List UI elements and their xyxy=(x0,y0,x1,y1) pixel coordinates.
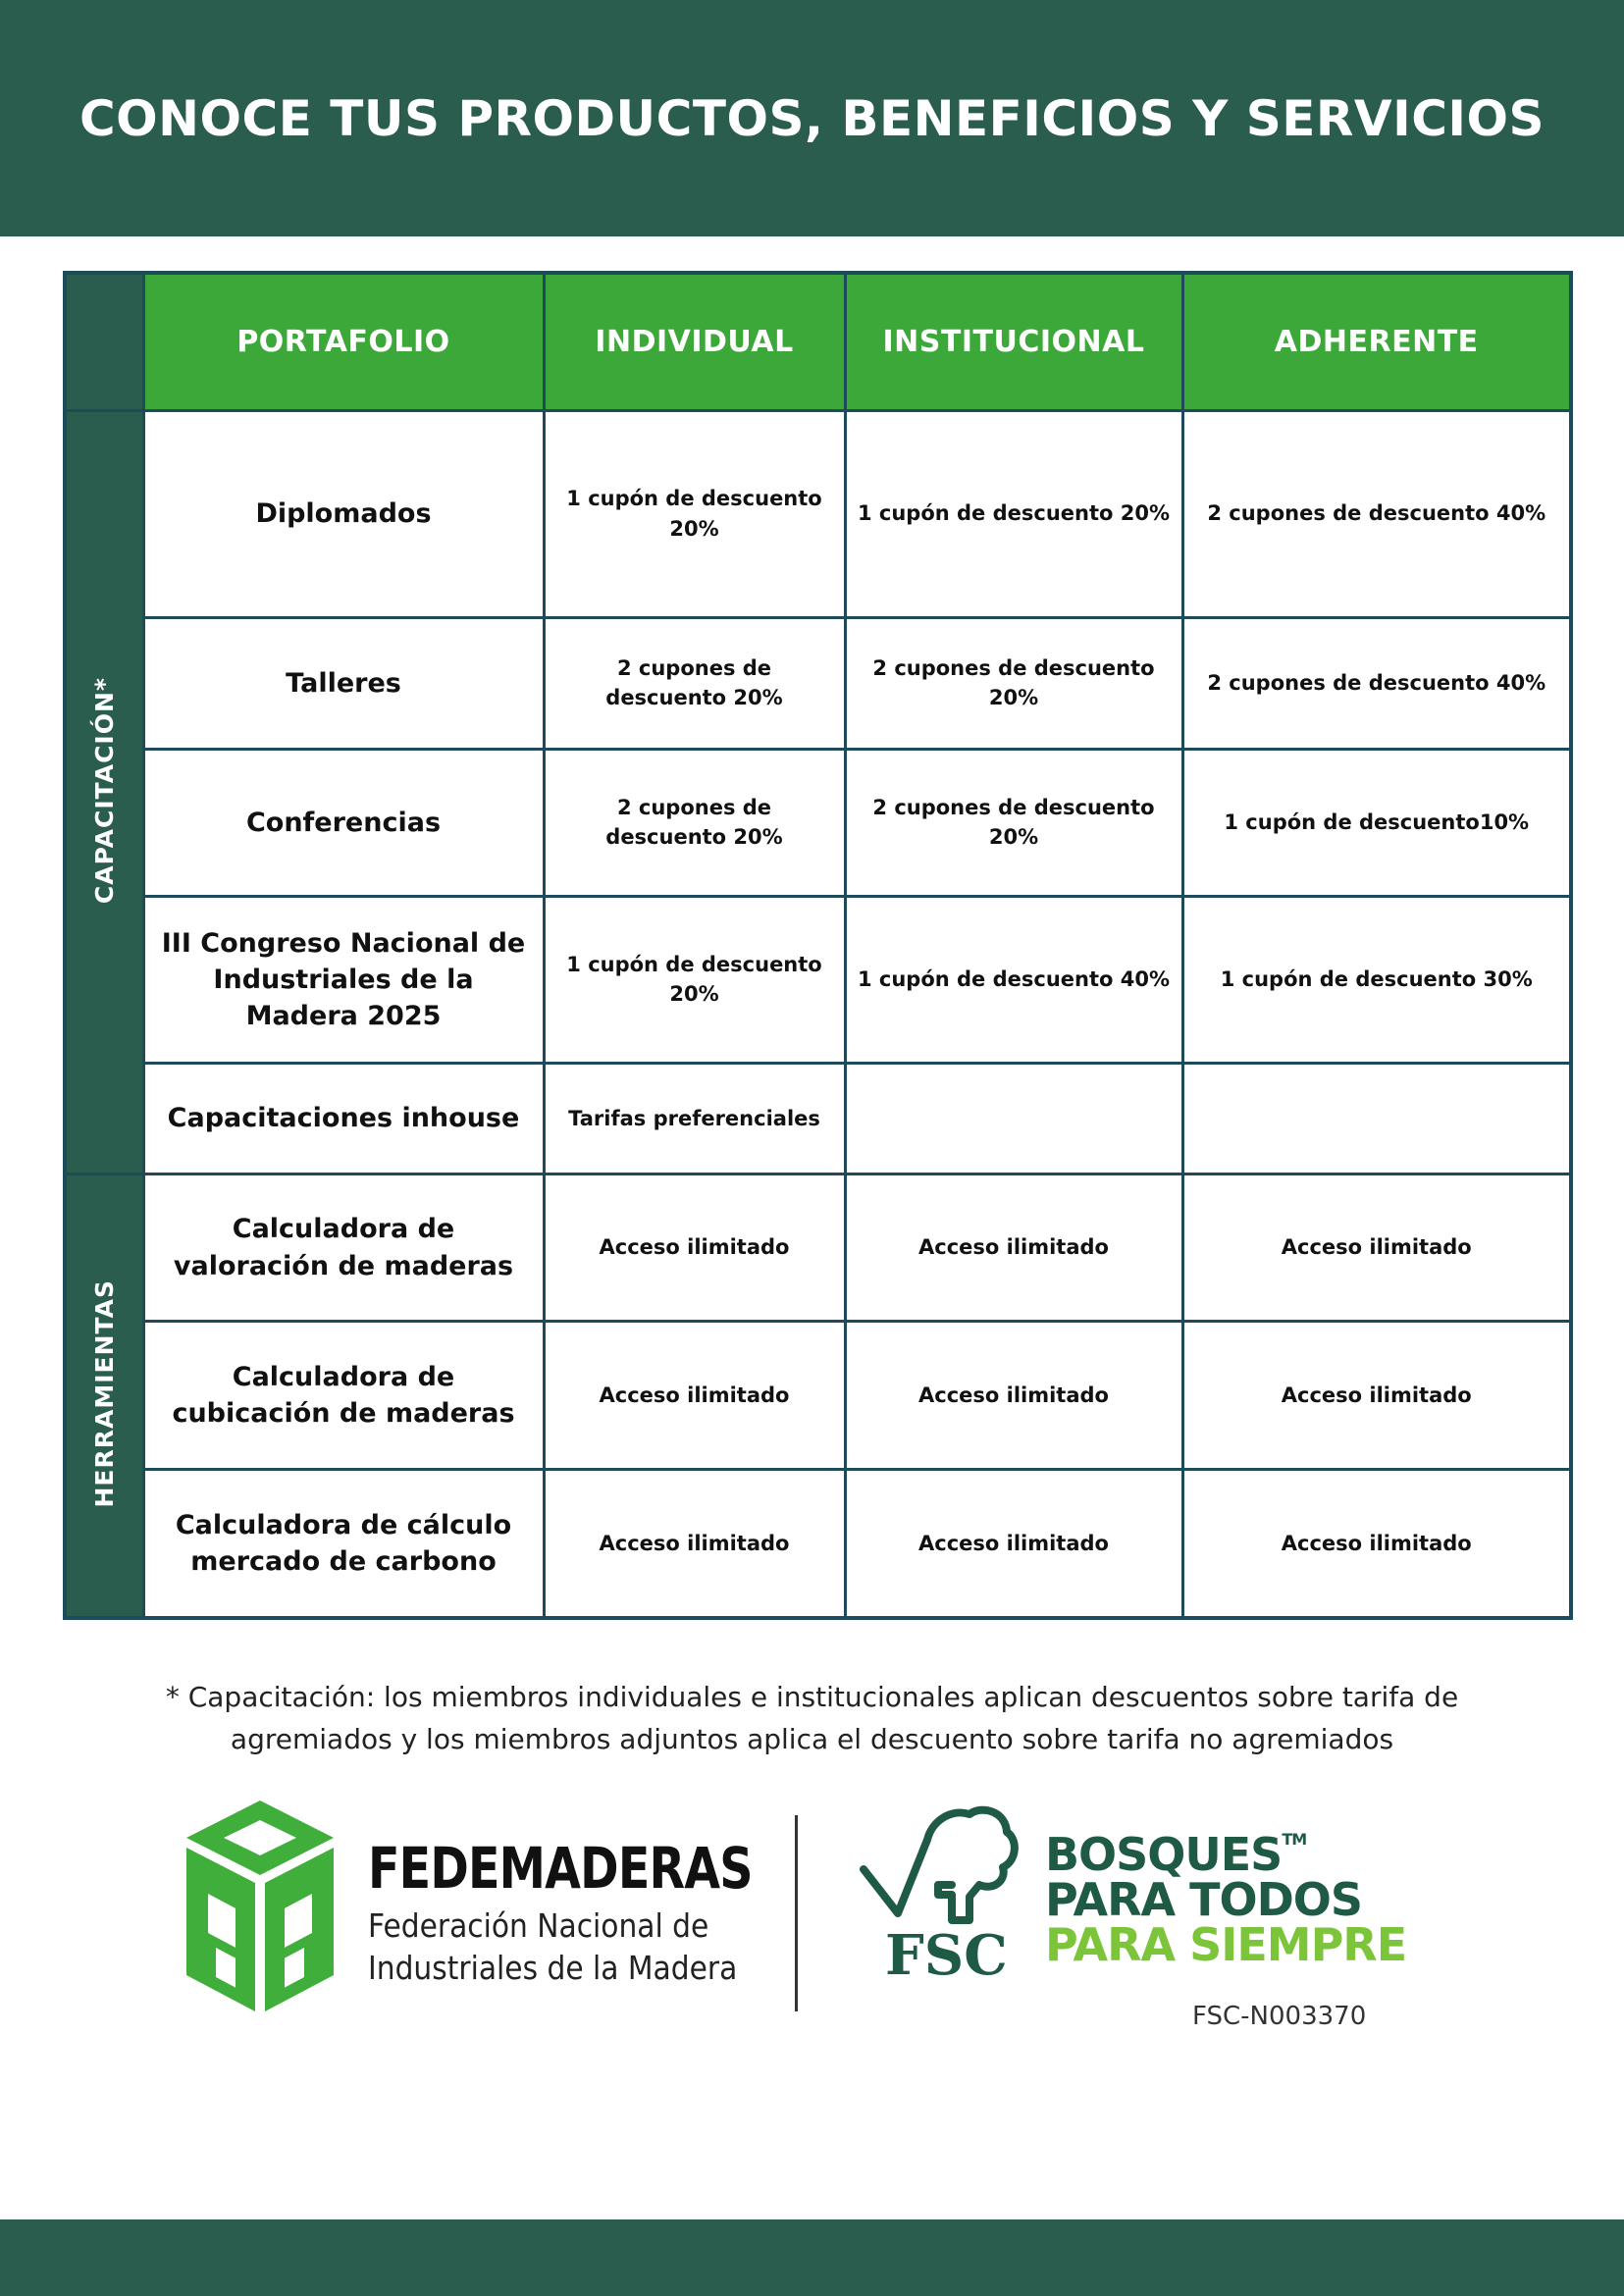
cell-institucional: 1 cupón de descuento 20% xyxy=(845,410,1182,617)
group-label-capacitacion: CAPACITACIÓN* xyxy=(89,676,119,904)
group-label-cell xyxy=(65,1174,143,1618)
cell-institucional: Acceso ilimitado xyxy=(845,1470,1182,1618)
slogan-line-1-text: BOSQUES xyxy=(1045,1828,1283,1881)
trademark-symbol: TM xyxy=(1282,1830,1307,1849)
slogan-line-2: PARA TODOS xyxy=(1045,1873,1363,1926)
cell-individual: 2 cupones de descuento 20% xyxy=(544,617,845,749)
cell-adherente: 1 cupón de descuento 30% xyxy=(1182,896,1571,1063)
column-header-institucional: INSTITUCIONAL xyxy=(845,273,1182,410)
cell-adherente: Acceso ilimitado xyxy=(1182,1322,1571,1470)
benefits-table xyxy=(63,271,1573,1620)
table-row xyxy=(65,410,1571,617)
fedemaderas-brand xyxy=(368,1835,837,1990)
table-row xyxy=(65,617,1571,749)
logos-area xyxy=(177,1791,1452,2056)
cell-adherente: 2 cupones de descuento 40% xyxy=(1182,617,1571,749)
cell-individual: Acceso ilimitado xyxy=(544,1174,845,1322)
cell-institucional xyxy=(845,1064,1182,1174)
cell-adherente: Acceso ilimitado xyxy=(1182,1174,1571,1322)
column-header-adherente: ADHERENTE xyxy=(1182,273,1571,410)
row-label: Calculadora de cálculo mercado de carbono xyxy=(143,1470,544,1618)
column-header-individual: INDIVIDUAL xyxy=(544,273,845,410)
cell-individual: 2 cupones de descuento 20% xyxy=(544,749,845,896)
row-label: Capacitaciones inhouse xyxy=(143,1064,544,1174)
cell-adherente: 1 cupón de descuento10% xyxy=(1182,749,1571,896)
fedemaderas-subtitle-2: Industriales de la Madera xyxy=(368,1948,738,1987)
row-label: Talleres xyxy=(143,617,544,749)
fsc-license-code: FSC-N003370 xyxy=(1192,2002,1367,2031)
table-row xyxy=(65,1064,1571,1174)
header-band xyxy=(0,0,1624,236)
cell-individual: Tarifas preferenciales xyxy=(544,1064,845,1174)
group-label-herramientas: HERRAMIENTAS xyxy=(89,1279,119,1508)
fsc-slogan xyxy=(1045,1828,1407,1971)
fedemaderas-cube-logo-icon xyxy=(186,1800,334,2011)
cell-institucional: 2 cupones de descuento 20% xyxy=(845,617,1182,749)
fsc-checktree-logo-icon xyxy=(854,1800,1021,1928)
footer-band xyxy=(0,2219,1624,2296)
logo-divider xyxy=(795,1815,798,2011)
cell-individual: Acceso ilimitado xyxy=(544,1470,845,1618)
cell-adherente xyxy=(1182,1064,1571,1174)
slogan-line-1 xyxy=(1045,1828,1406,1881)
cell-institucional: 1 cupón de descuento 40% xyxy=(845,896,1182,1063)
cell-institucional: Acceso ilimitado xyxy=(845,1174,1182,1322)
table-header-row xyxy=(65,273,1571,410)
fedemaderas-subtitle-1: Federación Nacional de xyxy=(368,1906,709,1945)
row-label: Diplomados xyxy=(143,410,544,617)
fedemaderas-name: FEDEMADERAS xyxy=(368,1835,753,1902)
row-label: Conferencias xyxy=(143,749,544,896)
cell-adherente: 2 cupones de descuento 40% xyxy=(1182,410,1571,617)
table-row xyxy=(65,896,1571,1063)
row-label: III Congreso Nacional de Industriales de la Madera 2025 xyxy=(143,896,544,1063)
table-row xyxy=(65,749,1571,896)
row-label: Calculadora de cubicación de maderas xyxy=(143,1322,544,1470)
table-row xyxy=(65,1322,1571,1470)
cell-institucional: Acceso ilimitado xyxy=(845,1322,1182,1470)
row-label: Calculadora de valoración de maderas xyxy=(143,1174,544,1322)
cell-individual: 1 cupón de descuento 20% xyxy=(544,410,845,617)
cell-adherente: Acceso ilimitado xyxy=(1182,1470,1571,1618)
page-title: CONOCE TUS PRODUCTOS, BENEFICIOS Y SERVICIOS xyxy=(79,89,1545,147)
cell-institucional: 2 cupones de descuento 20% xyxy=(845,749,1182,896)
cell-individual: 1 cupón de descuento 20% xyxy=(544,896,845,1063)
column-header-portafolio: PORTAFOLIO xyxy=(143,273,544,410)
header-corner-cell xyxy=(65,273,143,410)
slogan-line-3: PARA SIEMPRE xyxy=(1045,1918,1407,1971)
footnote: * Capacitación: los miembros individuales e institucionales aplican descuentos sobre tarifa de agremiados y los miembros adjuntos aplica el descuento sobre tarifa no agremiados xyxy=(165,1681,1459,1756)
fsc-mark: FSC xyxy=(885,1923,1008,1988)
group-label-cell xyxy=(65,410,143,1174)
table-row xyxy=(65,1470,1571,1618)
table-row xyxy=(65,1174,1571,1322)
cell-individual: Acceso ilimitado xyxy=(544,1322,845,1470)
